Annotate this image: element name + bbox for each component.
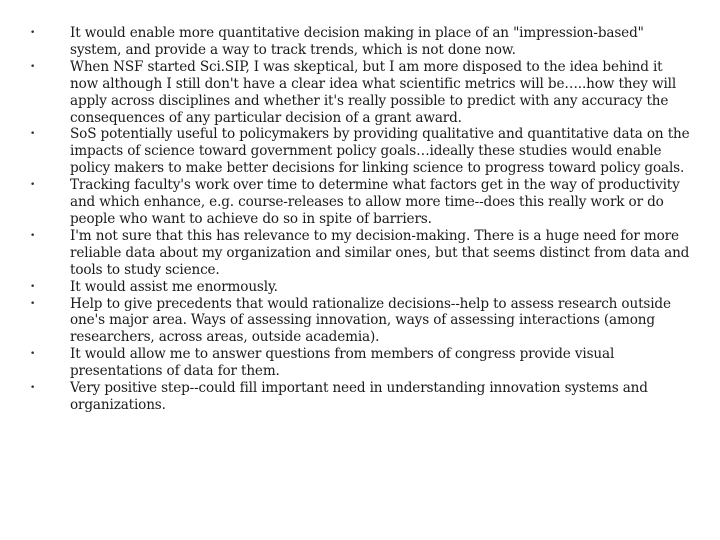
bullet-item (30, 380, 690, 414)
bullet-text: SoS potentially useful to policymakers by providing qualitative and quantitative data on the impacts of science toward government policy goals…ideally these studies would enable policy makers to make better decisions for linking science to progress toward policy goals. (70, 126, 690, 177)
bullet-item (30, 177, 690, 228)
bullet-dot-icon: • (30, 230, 36, 241)
bullet-item (30, 228, 690, 279)
bullet-text: I'm not sure that this has relevance to my decision-making. There is a huge need for more reliable data about my organization and similar ones, but that seems distinct from data and tools to study science. (70, 227, 690, 278)
bullet-text: It would allow me to answer questions from members of congress provide visual presentations of data for them. (70, 346, 615, 380)
bullet-text: It would enable more quantitative decision making in place of an "impression-based" system, and provide a way to track trends, which is not done now. (70, 25, 644, 58)
bullet-item (30, 59, 690, 127)
bullet-text: When NSF started Sci.SIP, I was skeptical, but I am more disposed to the idea behind it now although I still don't have a clear idea what scientific metrics will be…..how they will apply across disciplines and whether it's really possible to predict with any accuracy the consequences of any particular decision of a grant award. (70, 58, 677, 126)
bullet-item (30, 279, 690, 296)
bullet-dot-icon: • (30, 383, 36, 394)
bullet-dot-icon: • (30, 28, 36, 38)
bullet-item (30, 126, 690, 177)
bullet-dot-icon: • (30, 281, 36, 292)
bullet-dot-icon: • (30, 349, 36, 360)
bullet-dot-icon: • (30, 129, 36, 140)
bullet-text: Tracking faculty's work over time to determine what factors get in the way of productivity and which enhance, e.g. course-releases to allow more time--does this really work or do people who want to achieve do so in spite of barriers. (70, 177, 680, 227)
bullet-item (30, 296, 690, 347)
bullet-item (30, 346, 690, 380)
bullet-text: Help to give precedents that would rationalize decisions--help to assess research outside one's major area. Ways of assessing innovation, ways of assessing interactions (among researchers, across areas, outside academia). (70, 295, 671, 346)
bullet-text: It would assist me enormously. (70, 278, 278, 295)
bullet-text: Very positive step--could fill important need in understanding innovation systems and organizations. (70, 380, 648, 413)
bullet-dot-icon: • (30, 61, 36, 72)
bullet-dot-icon: • (30, 180, 36, 191)
bullet-dot-icon: • (30, 298, 36, 309)
bullet-list (30, 25, 690, 414)
bullet-item (30, 25, 690, 59)
